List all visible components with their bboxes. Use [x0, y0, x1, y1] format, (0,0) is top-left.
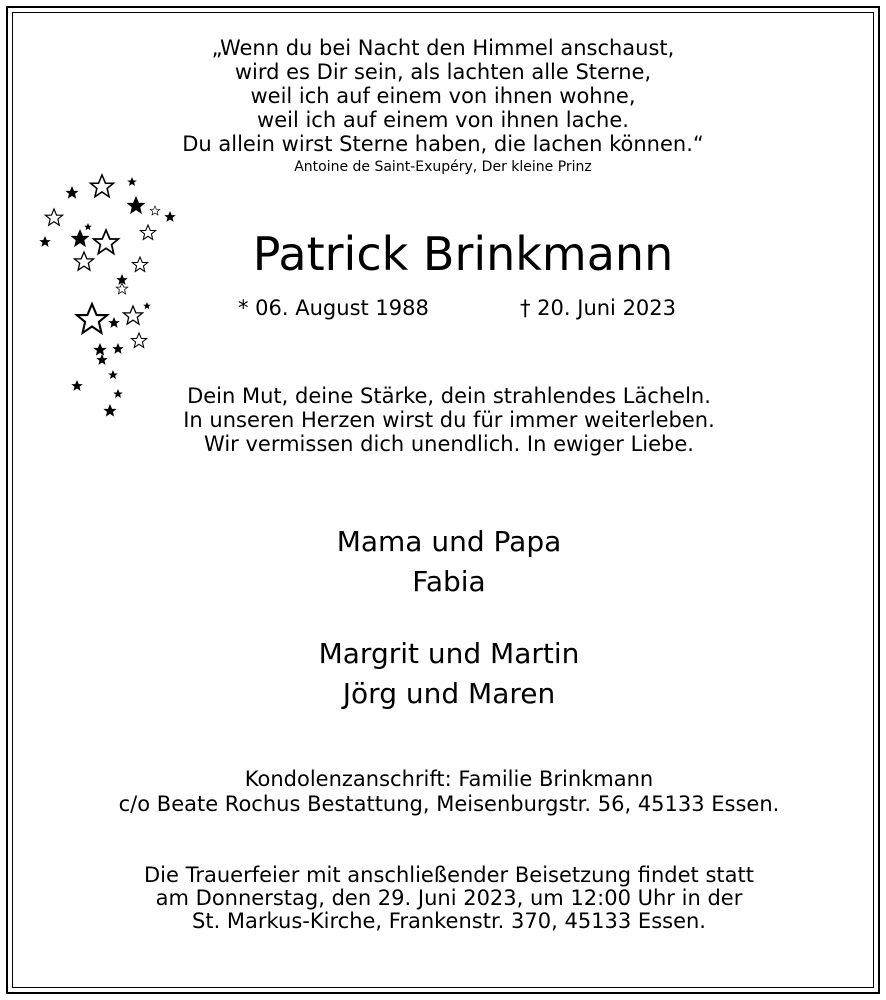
birth-date: * 06. August 1988 — [238, 296, 429, 320]
service-line: St. Markus-Kirche, Frankenstr. 370, 45133 Essen. — [192, 909, 706, 933]
mourners-group-1 — [6, 522, 886, 602]
service-line: am Donnerstag, den 29. Juni 2023, um 12:00 Uhr in der — [155, 886, 743, 910]
verse-block — [6, 384, 886, 456]
deceased-name: Patrick Brinkmann — [252, 227, 674, 281]
mourners-group-2 — [6, 634, 886, 714]
quote-line: weil ich auf einem von ihnen lache. — [257, 108, 629, 132]
service-line: Die Trauerfeier mit anschließender Beisetzung findet statt — [144, 863, 754, 887]
quote-line: wird es Dir sein, als lachten alle Sterne, — [234, 60, 652, 84]
verse-line: Dein Mut, deine Stärke, dein strahlendes Lächeln. — [187, 384, 711, 408]
verse-line: In unseren Herzen wirst du für immer weiterleben. — [183, 408, 715, 432]
verse-line: Wir vermissen dich unendlich. In ewiger Liebe. — [204, 432, 694, 456]
quote-line: weil ich auf einem von ihnen wohne, — [250, 84, 636, 108]
condolence-address — [6, 767, 886, 817]
condolence-line: Kondolenzanschrift: Familie Brinkmann — [244, 767, 654, 791]
quote-block — [0, 36, 886, 156]
quote-attribution: Antoine de Saint-Exupéry, Der kleine Prinz — [294, 159, 592, 175]
quote-line: „Wenn du bei Nacht den Himmel anschaust, — [211, 36, 675, 60]
mourner-name: Mama und Papa — [336, 525, 562, 558]
mourner-name: Fabia — [412, 565, 486, 598]
mourner-name: Jörg und Maren — [342, 677, 556, 710]
mourner-name: Margrit und Martin — [318, 637, 580, 670]
condolence-line: c/o Beate Rochus Bestattung, Meisenburgstr. 56, 45133 Essen. — [118, 792, 780, 816]
death-date: † 20. Juni 2023 — [520, 296, 677, 320]
quote-line: Du allein wirst Sterne haben, die lachen können.“ — [182, 132, 704, 156]
service-info — [6, 864, 886, 933]
